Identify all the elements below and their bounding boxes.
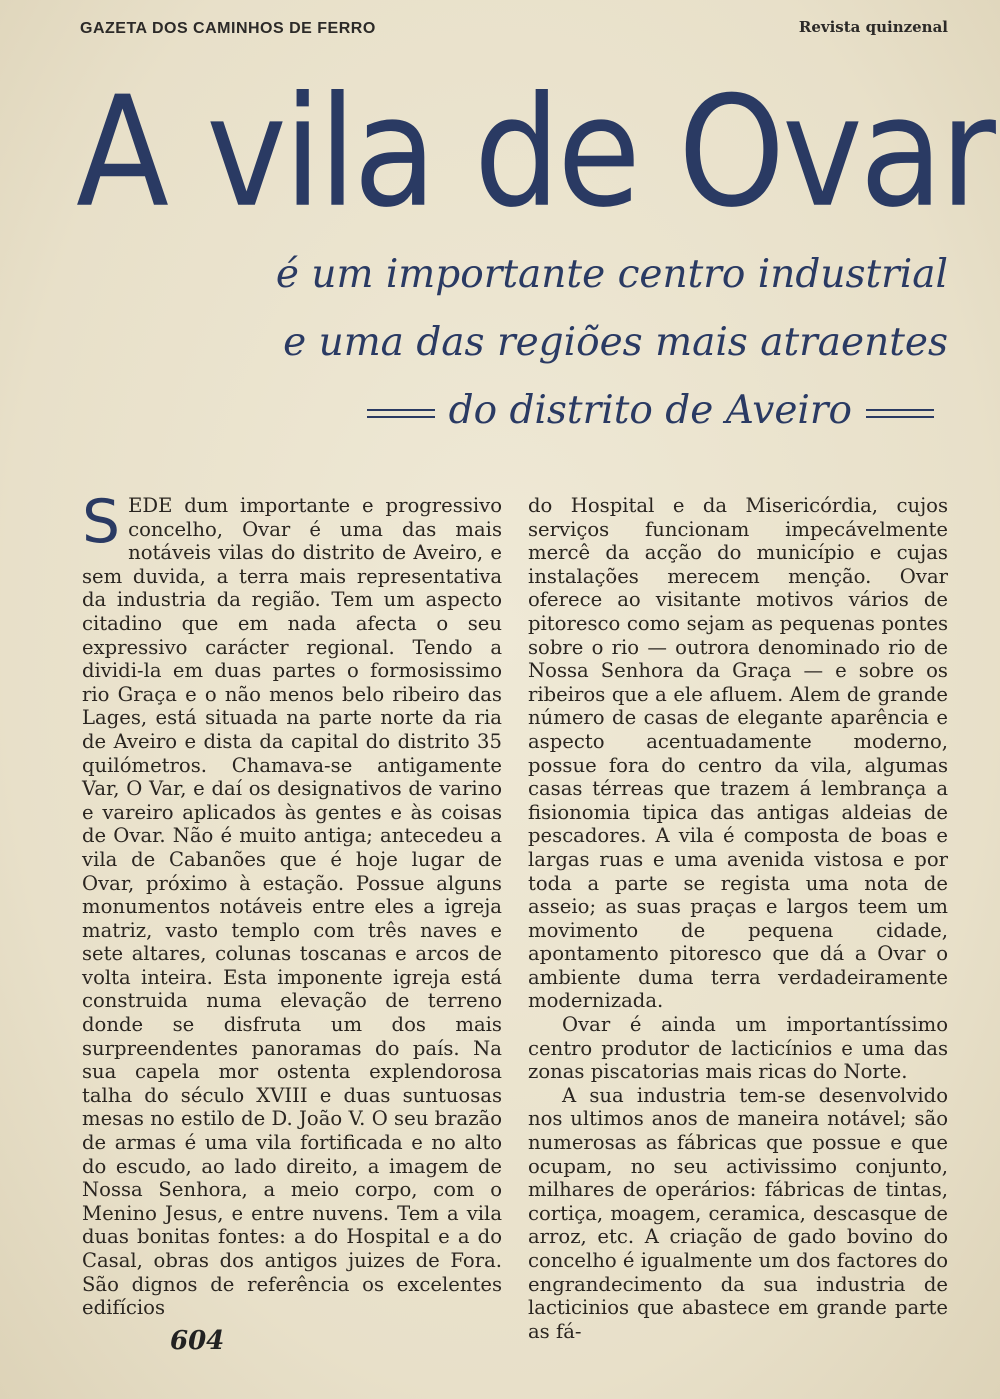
decorative-rule-left	[367, 409, 435, 418]
subtitle-line-3-text: do distrito de Aveiro	[448, 388, 852, 433]
article-paragraph: do Hospital e da Misericórdia, cujos serviços funcionam impecávelmente mercê da acção do município e cujas instalações merecem menção. Ovar oferece ao visitante motivos vários de pitoresco como sejam as pequenas pontes sobre o rio — outrora denominado rio de Nossa Senhora da Graça — e sobre os ribeiros que a ele afluem. Alem de grande número de casas de elegante aparência e aspecto acentuadamente moderno, possue fora do centro da vila, algumas casas térreas que trazem á lembrança a fisionomia tipica das antigas aldeias de pescadores. A vila é composta de boas e largas ruas e uma avenida vistosa e por toda a parte se regista uma nota de asseio; as suas praças e largos teem um movimento de pequena cidade, apontamento pitoresco que dá a Ovar o ambiente duma terra verdadeiramente modernizada.	[528, 494, 948, 1013]
article-paragraph	[82, 487, 502, 1320]
subtitle-line-2: e uma das regiões mais atraentes	[283, 320, 948, 365]
running-header-frequency: Revista quinzenal	[798, 18, 948, 36]
article-column-right	[528, 494, 948, 1343]
article-paragraph: A sua industria tem-se desenvolvido nos ultimos anos de maneira notável; são numerosas as fábricas que possue e que ocupam, no seu activissimo conjunto, milhares de operários: fábricas de tintas, cortiça, moagem, ceramica, descasque de arroz, etc. A criação de gado bovino do concelho é igualmente um dos factores do engrandecimento da sua industria de lacticinios que abastece em grande parte as fá-	[528, 1083, 948, 1343]
running-header-journal: GAZETA DOS CAMINHOS DE FERRO	[80, 20, 376, 37]
paragraph-text: EDE dum importante e progressivo concelho, Ovar é uma das mais notáveis vilas do distrito de Aveiro, e sem duvida, a terra mais representativa da industria da região. Tem um aspecto citadino que em nada afecta o seu expressivo carácter regional. Tendo a dividi-la em duas partes o formosissimo rio Graça e o não menos belo ribeiro das Lages, está situada na parte norte da ria de Aveiro e dista da capital do distrito 35 quilómetros. Chamava-se antigamente Var, O Var, e daí os designativos de varino e vareiro aplicados às gentes e às coisas de Ovar. Não é muito antiga; antecedeu a vila de Cabanões que é hoje lugar de Ovar, próximo à estação. Possue alguns monumentos notáveis entre eles a igreja matriz, vasto templo com três naves e sete altares, colunas toscanas e arcos de volta inteira. Esta imponente igreja está construida numa elevação de terreno donde se disfruta um dos mais surpreendentes panoramas do país. Na sua capela mor ostenta explendorosa talha do século XVIII e duas suntuosas mesas no estilo de D. João V. O seu brazão de armas é uma vila fortificada e no alto do escudo, ao lado direito, a imagem de Nossa Senhora, a meio corpo, com o Menino Jesus, e entre nuvens. Tem a vila duas bonitas fontes: a do Hospital e a do Casal, obras dos antigos juizes de Fora. São dignos de referência os excelentes edifícios	[82, 494, 502, 1320]
page-number: 604	[170, 1326, 225, 1356]
decorative-rule-right	[866, 409, 934, 418]
subtitle-line-1: é um importante centro industrial	[275, 252, 948, 297]
article-column-left	[82, 487, 502, 1320]
article-title: A vila de Ovar	[76, 64, 993, 242]
subtitle-line-3	[228, 388, 948, 433]
drop-cap: S	[82, 487, 121, 557]
article-paragraph: Ovar é ainda um importantíssimo centro produtor de lacticínios e uma das zonas piscatorias mais ricas do Norte.	[528, 1013, 948, 1084]
